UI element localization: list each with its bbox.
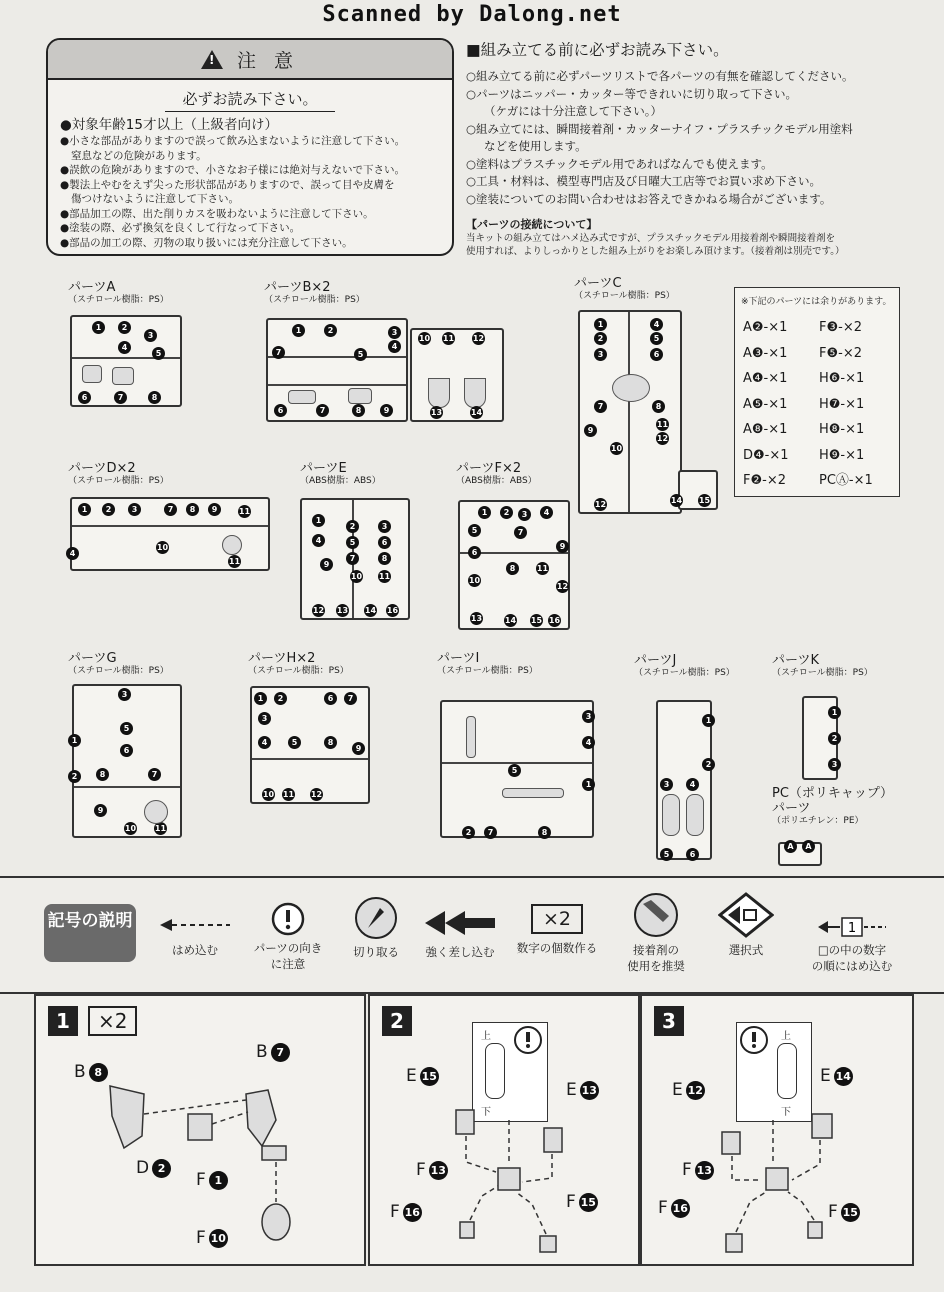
- parts-material: （スチロール樹脂：PS）: [264, 295, 365, 305]
- caution-item: ●小さな部品がありますので誤って飲み込まないように注意して下さい。: [60, 135, 406, 147]
- parts-title: パーツI: [437, 651, 480, 666]
- step-number: 2: [382, 1006, 412, 1036]
- step-1-panel: [34, 994, 366, 1266]
- parts-material: （ポリエチレン：PE）: [772, 816, 864, 826]
- sprue-g: 3 5 6 1 2 8 7 9 10 11: [72, 684, 182, 838]
- x2-badge: ×2: [531, 904, 583, 934]
- parts-material: （スチロール樹脂：PS）: [437, 666, 538, 676]
- parts-title: パーツ: [772, 801, 811, 816]
- sprue-h: 1 2 6 7 3 4 5 8 9 10 11 12: [250, 686, 370, 804]
- glue-tube-icon: [633, 892, 679, 938]
- parts-c-heading: [574, 276, 675, 302]
- parts-e-heading: [300, 461, 381, 487]
- caution-item: ●製法上やむをえず尖った形状部品がありますので、誤って目や皮膚を: [60, 178, 395, 191]
- sprue-b-wings: 10 11 12 13 14: [410, 328, 504, 422]
- label-f16: F 16: [390, 1202, 420, 1222]
- before-item: ○組み立てる前に必ずパーツリストで各パーツの有無を確認してください。: [466, 69, 854, 83]
- sprue-pc: A A: [778, 842, 822, 866]
- sprue-i: 3 4 5 1 2 7 8: [440, 700, 594, 838]
- parts-material: （ABS樹脂：ABS）: [300, 476, 381, 486]
- label-d2: D 2: [136, 1158, 171, 1178]
- parts-material: （スチロール樹脂：PS）: [68, 295, 169, 305]
- joint-text: 当キットの組み立てはハメ込み式ですが、プラスチックモデル用接着剤や瞬間接着剤を: [466, 233, 836, 244]
- legend-glue: 接着剤の 使用を推奨: [614, 892, 698, 974]
- sprue-c-ext: 14 15: [678, 470, 718, 510]
- order-number: 1: [847, 921, 857, 936]
- spare-row: D❹-×1 H❾-×1: [743, 447, 865, 463]
- legend-insert: はめ込む: [160, 918, 230, 958]
- before-item: （ケガには十分注意して下さい。）: [484, 104, 663, 118]
- legend-select: 選択式: [712, 892, 780, 958]
- legend-label: 記号の説明: [44, 904, 136, 962]
- selection-icon: [718, 892, 774, 938]
- before-assembly-section: [466, 38, 914, 258]
- label-e13: E 13: [566, 1080, 597, 1100]
- spare-row: A❺-×1 H❼-×1: [743, 396, 865, 412]
- parts-material: （スチロール樹脂：PS）: [68, 666, 169, 676]
- parts-k-heading: [772, 653, 873, 679]
- caution-list: [48, 116, 452, 250]
- caution-item: ●部品の加工の際、刃物の取り扱いには充分注意して下さい。: [60, 236, 353, 249]
- parts-material: （スチロール樹脂：PS）: [68, 476, 169, 486]
- must-read-heading: 必ずお読み下さい。: [165, 88, 335, 112]
- caution-item: ●誤飲の危険がありますので、小さなお子様には絶対与えないで下さい。: [60, 164, 405, 176]
- before-item: などを使用します。: [484, 139, 587, 153]
- sprue-c: 1 2 3 4 5 6 7 8 9 10 11 12 12: [578, 310, 682, 514]
- caution-title: 注 意: [236, 49, 300, 72]
- before-item: ○塗装についてのお問い合わせはお答えできかねる場合がございます。: [466, 191, 832, 206]
- step-2-panel: [368, 994, 640, 1266]
- sprue-j: 1 2 3 4 5 6: [656, 700, 712, 860]
- parts-g-heading: [68, 651, 169, 677]
- label-b8: B 8: [74, 1062, 108, 1082]
- caution-item: 窒息などの危険があります。: [71, 149, 207, 162]
- parts-title: パーツH×2: [248, 651, 316, 666]
- up-label: 上: [781, 1031, 791, 1042]
- legend-quantity: ×2 数字の個数作る: [510, 904, 604, 956]
- sprue-e: 1 2 3 4 5 6 7 8 9 10 11 12 13 14 16: [300, 498, 410, 620]
- caution-item: 傷つけないように注意して下さい。: [71, 193, 239, 205]
- spare-note: ※下記のパーツには余りがあります。: [741, 297, 892, 307]
- parts-d-heading: [68, 461, 169, 487]
- down-label: 下: [481, 1107, 491, 1118]
- parts-a-heading: [68, 280, 169, 306]
- label-f1: F 1: [196, 1170, 228, 1190]
- parts-b-heading: [264, 280, 365, 306]
- nipper-cut-icon: [354, 896, 398, 940]
- parts-title: パーツA: [68, 280, 116, 295]
- parts-f-heading: [456, 461, 537, 487]
- parts-title: パーツD×2: [68, 461, 136, 476]
- legend-push: 強く差し込む: [420, 910, 500, 960]
- label-b7: B 7: [256, 1042, 290, 1062]
- legend-cut: 切り取る: [344, 896, 408, 960]
- step-3-panel: [640, 994, 914, 1266]
- warning-icon: !: [201, 50, 223, 69]
- insert-arrow-icon: [160, 918, 230, 932]
- caution-header: [48, 40, 452, 80]
- parts-title: パーツG: [68, 651, 117, 666]
- down-label: 下: [781, 1107, 791, 1118]
- parts-j-heading: [634, 653, 735, 679]
- spare-row: A❽-×1 H❽-×1: [743, 422, 865, 437]
- sprue-b: 1 2 3 4 5 7 6 7 8 9: [266, 318, 408, 422]
- age-notice: ●対象年齢15才以上（上級者向け）: [60, 117, 278, 133]
- parts-material: （スチロール樹脂：PS）: [772, 668, 873, 678]
- caution-box: [46, 38, 454, 256]
- step-2-diagram: [370, 996, 638, 1264]
- parts-material: （スチロール樹脂：PS）: [634, 668, 735, 678]
- caution-item: ●塗装の際、必ず換気を良くして行なって下さい。: [60, 222, 301, 234]
- spare-row: A❷-×1 F❸-×2: [743, 320, 862, 335]
- legend-direction: パーツの向き に注意: [248, 902, 328, 972]
- joint-title: 【パーツの接続について】: [466, 218, 598, 231]
- label-e12: E 12: [672, 1080, 703, 1100]
- parts-title: パーツC: [574, 276, 622, 291]
- parts-title: パーツF×2: [456, 461, 522, 476]
- spare-row: A❸-×1 F❺-×2: [743, 345, 862, 361]
- spare-row: A❹-×1 H❻-×1: [743, 371, 865, 386]
- label-e15: E 15: [406, 1066, 437, 1086]
- parts-material: （スチロール樹脂：PS）: [574, 291, 675, 301]
- step-3-diagram: [642, 996, 912, 1264]
- label-f15: F 15: [566, 1192, 596, 1212]
- parts-title: PC（ポリキャップ）: [772, 786, 894, 801]
- before-item: ○組み立てには、瞬間接着剤・カッターナイフ・プラスチックモデル用塗料: [466, 121, 853, 136]
- parts-material: （スチロール樹脂：PS）: [248, 666, 349, 676]
- sprue-a: 1 2 3 4 5 6 7 8: [70, 315, 182, 407]
- up-label: 上: [481, 1031, 491, 1042]
- parts-material: （ABS樹脂：ABS）: [456, 476, 537, 486]
- push-hard-icon: [425, 910, 495, 936]
- step-multiplier: ×2: [88, 1006, 137, 1036]
- exclamation-icon: [271, 902, 305, 936]
- sprue-d: 1 2 3 7 8 9 11 10 11 4: [70, 497, 270, 571]
- step-number: 3: [654, 1006, 684, 1036]
- parts-h-heading: [248, 651, 349, 677]
- step-1-diagram: [36, 996, 364, 1264]
- step-number: 1: [48, 1006, 78, 1036]
- label-e14: E 14: [820, 1066, 851, 1086]
- spare-parts-box: [734, 287, 900, 497]
- parts-title: パーツB×2: [264, 280, 331, 295]
- label-f16: F 16: [658, 1198, 688, 1218]
- label-f10: F 10: [196, 1228, 226, 1248]
- parts-title: パーツE: [300, 461, 347, 476]
- parts-pc-heading: [772, 786, 893, 827]
- before-item: ○パーツはニッパー・カッター等できれいに切り取って下さい。: [466, 86, 797, 101]
- parts-title: パーツJ: [634, 653, 677, 668]
- parts-i-heading: [437, 651, 538, 677]
- label-f15: F 15: [828, 1202, 858, 1222]
- sprue-f: 1 2 3 4 5 6 7 8 9 10 11 12 13 14 15 16: [458, 500, 570, 630]
- scanner-watermark: Scanned by Dalong.net: [322, 2, 622, 27]
- label-f13: F 13: [682, 1160, 712, 1180]
- order-arrow-icon: [812, 916, 892, 938]
- sprue-k: 1 2 3: [802, 696, 838, 780]
- before-item: ○工具・材料は、模型専門店及び日曜大工店等でお買い求め下さい。: [466, 174, 822, 188]
- legend-order: 1 □の中の数字 の順にはめ込む: [800, 916, 904, 974]
- label-f13: F 13: [416, 1160, 446, 1180]
- before-title: ■組み立てる前に必ずお読み下さい。: [466, 41, 729, 59]
- joint-text: 使用すれば、よりしっかりとした組み上がりをお楽しみ頂けます。（接着剤は別売です。）: [466, 246, 845, 257]
- spare-row: F❷-×2 PCⒶ-×1: [743, 473, 873, 488]
- caution-item: ●部品加工の際、出た削りカスを吸わないように注意して下さい。: [60, 207, 374, 220]
- parts-title: パーツK: [772, 653, 820, 668]
- before-item: ○塗料はプラスチックモデル用であればなんでも使えます。: [466, 156, 773, 171]
